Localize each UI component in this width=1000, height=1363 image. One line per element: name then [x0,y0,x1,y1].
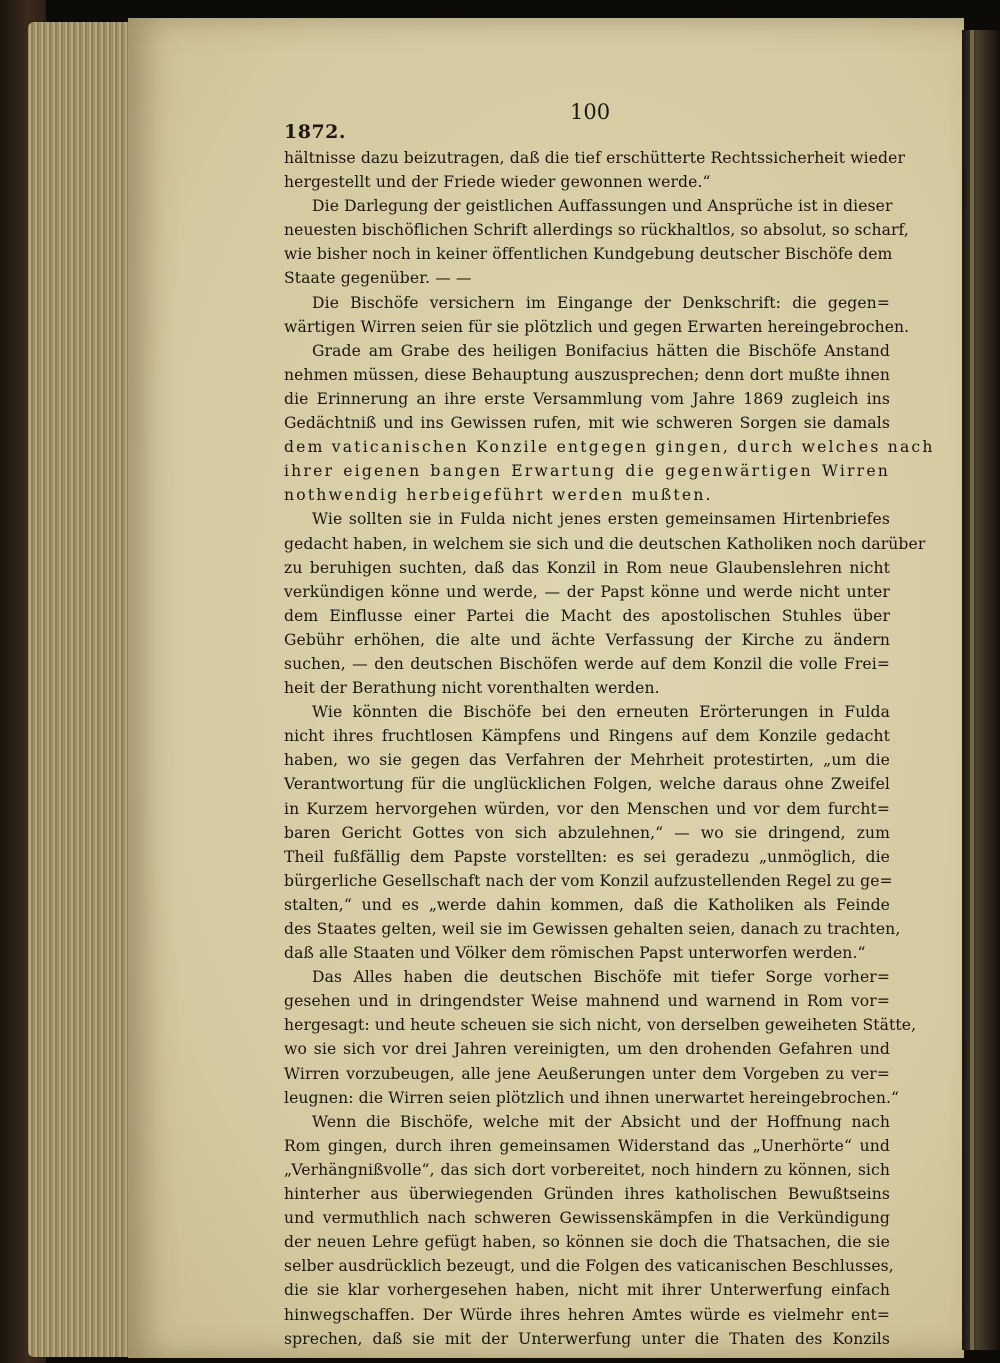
text-line: sprechen, daß sie mit der Unterwerfung unter die Thaten des Konzils [284,1329,890,1348]
page-number: 100 [570,100,611,124]
text-line: dem vaticanischen Konzile entgegen gingen, durch welches nach [284,438,935,457]
text-line: Wirren vorzubeugen, alle jene Aeußerungen unter dem Vorgeben zu ver= [284,1064,890,1083]
page-edges [28,22,138,1357]
text-line: Wie sollten sie in Fulda nicht jenes ersten gemeinsamen Hirtenbriefes [312,510,890,529]
text-line: Die Darlegung der geistlichen Auffassungen und Ansprüche ist in dieser [312,197,893,216]
text-line: leugnen: die Wirren seien plötzlich und ihnen unerwartet hereingebrochen.“ [284,1088,900,1107]
text-line: haben, wo sie gegen das Verfahren der Mehrheit protestirten, „um die [284,751,890,770]
text-line: wie bisher noch in keiner öffentlichen Kundgebung deutscher Bischöfe dem [284,245,893,264]
text-line: in Kurzem hervorgehen würden, vor den Menschen und vor dem furcht= [284,799,890,818]
text-line: hinterher aus überwiegenden Gründen ihres katholischen Bewußtseins [284,1185,890,1204]
text-line: und vermuthlich nach schweren Gewissenskämpfen in die Verkündigung [284,1209,890,1228]
text-line: ihrer eigenen bangen Erwartung die gegenwärtigen Wirren [284,462,890,481]
text-line: bürgerliche Gesellschaft nach der vom Konzil aufzustellenden Regel zu ge= [284,871,893,890]
text-line: stalten,“ und es „werde dahin kommen, daß die Katholiken als Feinde [284,895,890,914]
text-line: daß alle Staaten und Völker dem römischen Papst unterworfen werden.“ [284,944,866,963]
text-line: Wenn die Bischöfe, welche mit der Absicht und der Hoffnung nach [312,1112,890,1131]
text-line: nehmen müssen, diese Behauptung auszusprechen; denn dort mußte ihnen [284,365,890,384]
text-line: die Erinnerung an ihre erste Versammlung vom Jahre 1869 zugleich ins [284,389,890,408]
text-line: zu beruhigen suchten, daß das Konzil in Rom neue Glaubenslehren nicht [284,558,890,577]
text-line: wo sie sich vor drei Jahren vereinigten, um den drohenden Gefahren und [284,1040,890,1059]
text-line: Wie könnten die Bischöfe bei den erneuten Erörterungen in Fulda [312,703,890,722]
text-line: dem Einflusse einer Partei die Macht des apostolischen Stuhles über [284,606,890,625]
text-line: Rom gingen, durch ihren gemeinsamen Widerstand das „Unerhörte“ und [284,1136,890,1155]
text-line: suchen, — den deutschen Bischöfen werde auf dem Konzil die volle Frei= [284,654,890,673]
text-line: „Verhängnißvolle“, das sich dort vorbereitet, noch hindern zu können, sich [284,1160,890,1179]
text-line: der neuen Lehre gefügt haben, so können sie doch die Thatsachen, die sie [284,1233,890,1252]
text-line: verkündigen könne und werde, — der Papst könne und werde nicht unter [284,582,890,601]
facing-page-edge [962,30,1000,1350]
text-line: die sie klar vorhergesehen haben, nicht mit ihrer Unterwerfung einfach [284,1281,890,1300]
text-line: wärtigen Wirren seien für sie plötzlich und gegen Erwarten hereingebrochen. [284,317,910,336]
running-year: 1872. [284,121,346,143]
text-line: nicht ihres fruchtlosen Kämpfens und Ringens auf dem Konzile gedacht [284,727,890,746]
text-line: Die Bischöfe versichern im Eingange der Denkschrift: die gegen= [312,293,890,312]
text-line: Das Alles haben die deutschen Bischöfe mit tiefer Sorge vorher= [312,968,890,987]
text-line: hergestellt und der Friede wieder gewonnen werde.“ [284,173,711,192]
text-line: baren Gericht Gottes von sich abzulehnen,“ — wo sie dringend, zum [284,823,890,842]
text-line: hergesagt: und heute scheuen sie sich nicht, von derselben geweiheten Stätte, [284,1016,917,1035]
text-line: Gebühr erhöhen, die alte und ächte Verfassung der Kirche zu ändern [284,630,890,649]
text-line: nothwendig herbeigeführt werden mußten. [284,486,713,505]
body-text [284,146,935,1351]
text-line: neuesten bischöflichen Schrift allerdings so rückhaltlos, so absolut, so scharf, [284,221,909,240]
text-line: gedacht haben, in welchem sie sich und die deutschen Katholiken noch darüber [284,534,926,553]
text-line: Gedächtniß und ins Gewissen rufen, mit wie schweren Sorgen sie damals [284,414,890,433]
text-line: Verantwortung für die unglücklichen Folgen, welche daraus ohne Zweifel [284,775,890,794]
text-line: Grade am Grabe des heiligen Bonifacius hätten die Bischöfe Anstand [312,341,890,360]
text-line: hinwegschaffen. Der Würde ihres hehren Amtes würde es vielmehr ent= [284,1305,890,1324]
text-line: hältnisse dazu beizutragen, daß die tief erschütterte Rechtssicherheit wieder [284,149,906,167]
text-line: selber ausdrücklich bezeugt, und die Folgen des vaticanischen Beschlusses, [284,1257,894,1276]
text-line: heit der Berathung nicht vorenthalten werden. [284,679,660,698]
text-line: gesehen und in dringendster Weise mahnend und warnend in Rom vor= [284,992,890,1011]
text-line: Theil fußfällig dem Papste vorstellten: es sei geradezu „unmöglich, die [284,847,890,866]
text-line: Staate gegenüber. — — [284,269,472,288]
text-line: des Staates gelten, weil sie im Gewissen gehalten seien, danach zu trachten, [284,920,901,938]
